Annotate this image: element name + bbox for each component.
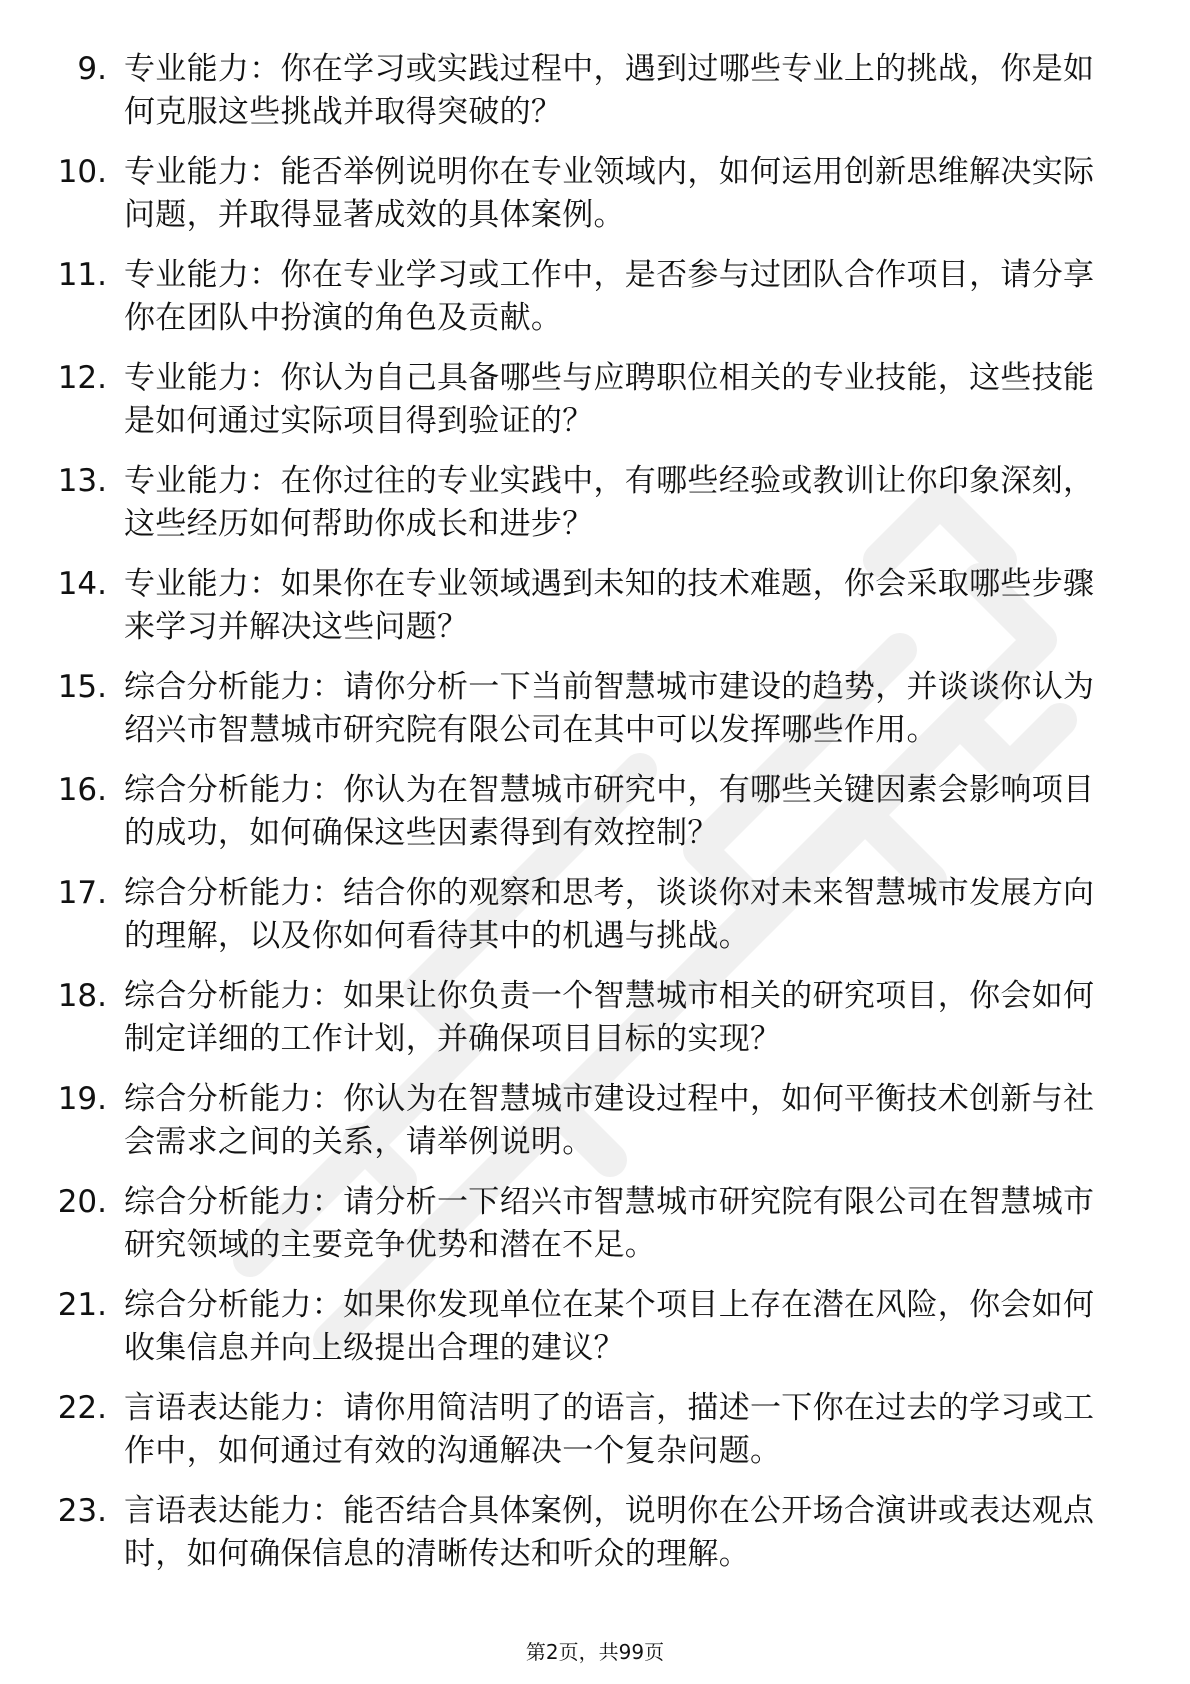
question-text: 综合分析能力：如果让你负责一个智慧城市相关的研究项目，你会如何制定详细的工作计划，并确保项目目标的实现？ [124,978,1095,1057]
list-item [0,563,1190,649]
list-item [0,151,1190,237]
list-item [0,975,1190,1061]
question-number: 12. [57,360,107,396]
page-footer [0,1638,1190,1666]
question-text: 专业能力：在你过往的专业实践中，有哪些经验或教训让你印象深刻，这些经历如何帮助你成长和进步？ [124,463,1095,542]
question-text: 言语表达能力：能否结合具体案例，说明你在公开场合演讲或表达观点时，如何确保信息的清晰传达和听众的理解。 [124,1493,1095,1572]
page-number: 第2页，共99页 [525,1640,665,1664]
list-item [0,1387,1190,1473]
list-item [0,1078,1190,1164]
list-item [0,872,1190,958]
question-number: 15. [57,669,107,705]
list-item [0,48,1190,134]
question-number: 21. [57,1287,107,1323]
question-text: 专业能力：你认为自己具备哪些与应聘职位相关的专业技能，这些技能是如何通过实际项目得到验证的？ [124,360,1095,439]
list-item [0,254,1190,340]
question-text: 专业能力：你在学习或实践过程中，遇到过哪些专业上的挑战，你是如何克服这些挑战并取得突破的？ [124,51,1095,130]
question-text: 言语表达能力：请你用简洁明了的语言，描述一下你在过去的学习或工作中，如何通过有效的沟通解决一个复杂问题。 [124,1390,1095,1469]
list-item [0,769,1190,855]
question-list [0,48,1190,1593]
question-number: 13. [57,463,107,499]
question-number: 19. [57,1081,107,1117]
question-text: 综合分析能力：结合你的观察和思考，谈谈你对未来智慧城市发展方向的理解，以及你如何看待其中的机遇与挑战。 [124,875,1095,954]
question-text: 专业能力：你在专业学习或工作中，是否参与过团队合作项目，请分享你在团队中扮演的角色及贡献。 [124,257,1095,336]
question-number: 20. [57,1184,107,1220]
question-number: 11. [57,257,107,293]
question-text: 综合分析能力：请分析一下绍兴市智慧城市研究院有限公司在智慧城市研究领域的主要竞争优势和潜在不足。 [124,1184,1095,1263]
list-item [0,460,1190,546]
question-number: 18. [57,978,107,1014]
question-number: 9. [77,51,107,87]
question-text: 综合分析能力：请你分析一下当前智慧城市建设的趋势，并谈谈你认为绍兴市智慧城市研究院有限公司在其中可以发挥哪些作用。 [124,669,1095,748]
question-text: 综合分析能力：你认为在智慧城市建设过程中，如何平衡技术创新与社会需求之间的关系，请举例说明。 [124,1081,1095,1160]
list-item [0,1284,1190,1370]
question-number: 23. [57,1493,107,1529]
list-item [0,357,1190,443]
question-number: 22. [57,1390,107,1426]
question-text: 专业能力：能否举例说明你在专业领域内，如何运用创新思维解决实际问题，并取得显著成效的具体案例。 [124,154,1095,233]
question-number: 17. [57,875,107,911]
question-text: 专业能力：如果你在专业领域遇到未知的技术难题，你会采取哪些步骤来学习并解决这些问题？ [124,566,1095,645]
question-text: 综合分析能力：你认为在智慧城市研究中，有哪些关键因素会影响项目的成功，如何确保这些因素得到有效控制？ [124,772,1095,851]
list-item [0,666,1190,752]
question-number: 10. [57,154,107,190]
question-text: 综合分析能力：如果你发现单位在某个项目上存在潜在风险，你会如何收集信息并向上级提出合理的建议？ [124,1287,1095,1366]
list-item [0,1490,1190,1576]
question-number: 14. [57,566,107,602]
list-item [0,1181,1190,1267]
question-number: 16. [57,772,107,808]
